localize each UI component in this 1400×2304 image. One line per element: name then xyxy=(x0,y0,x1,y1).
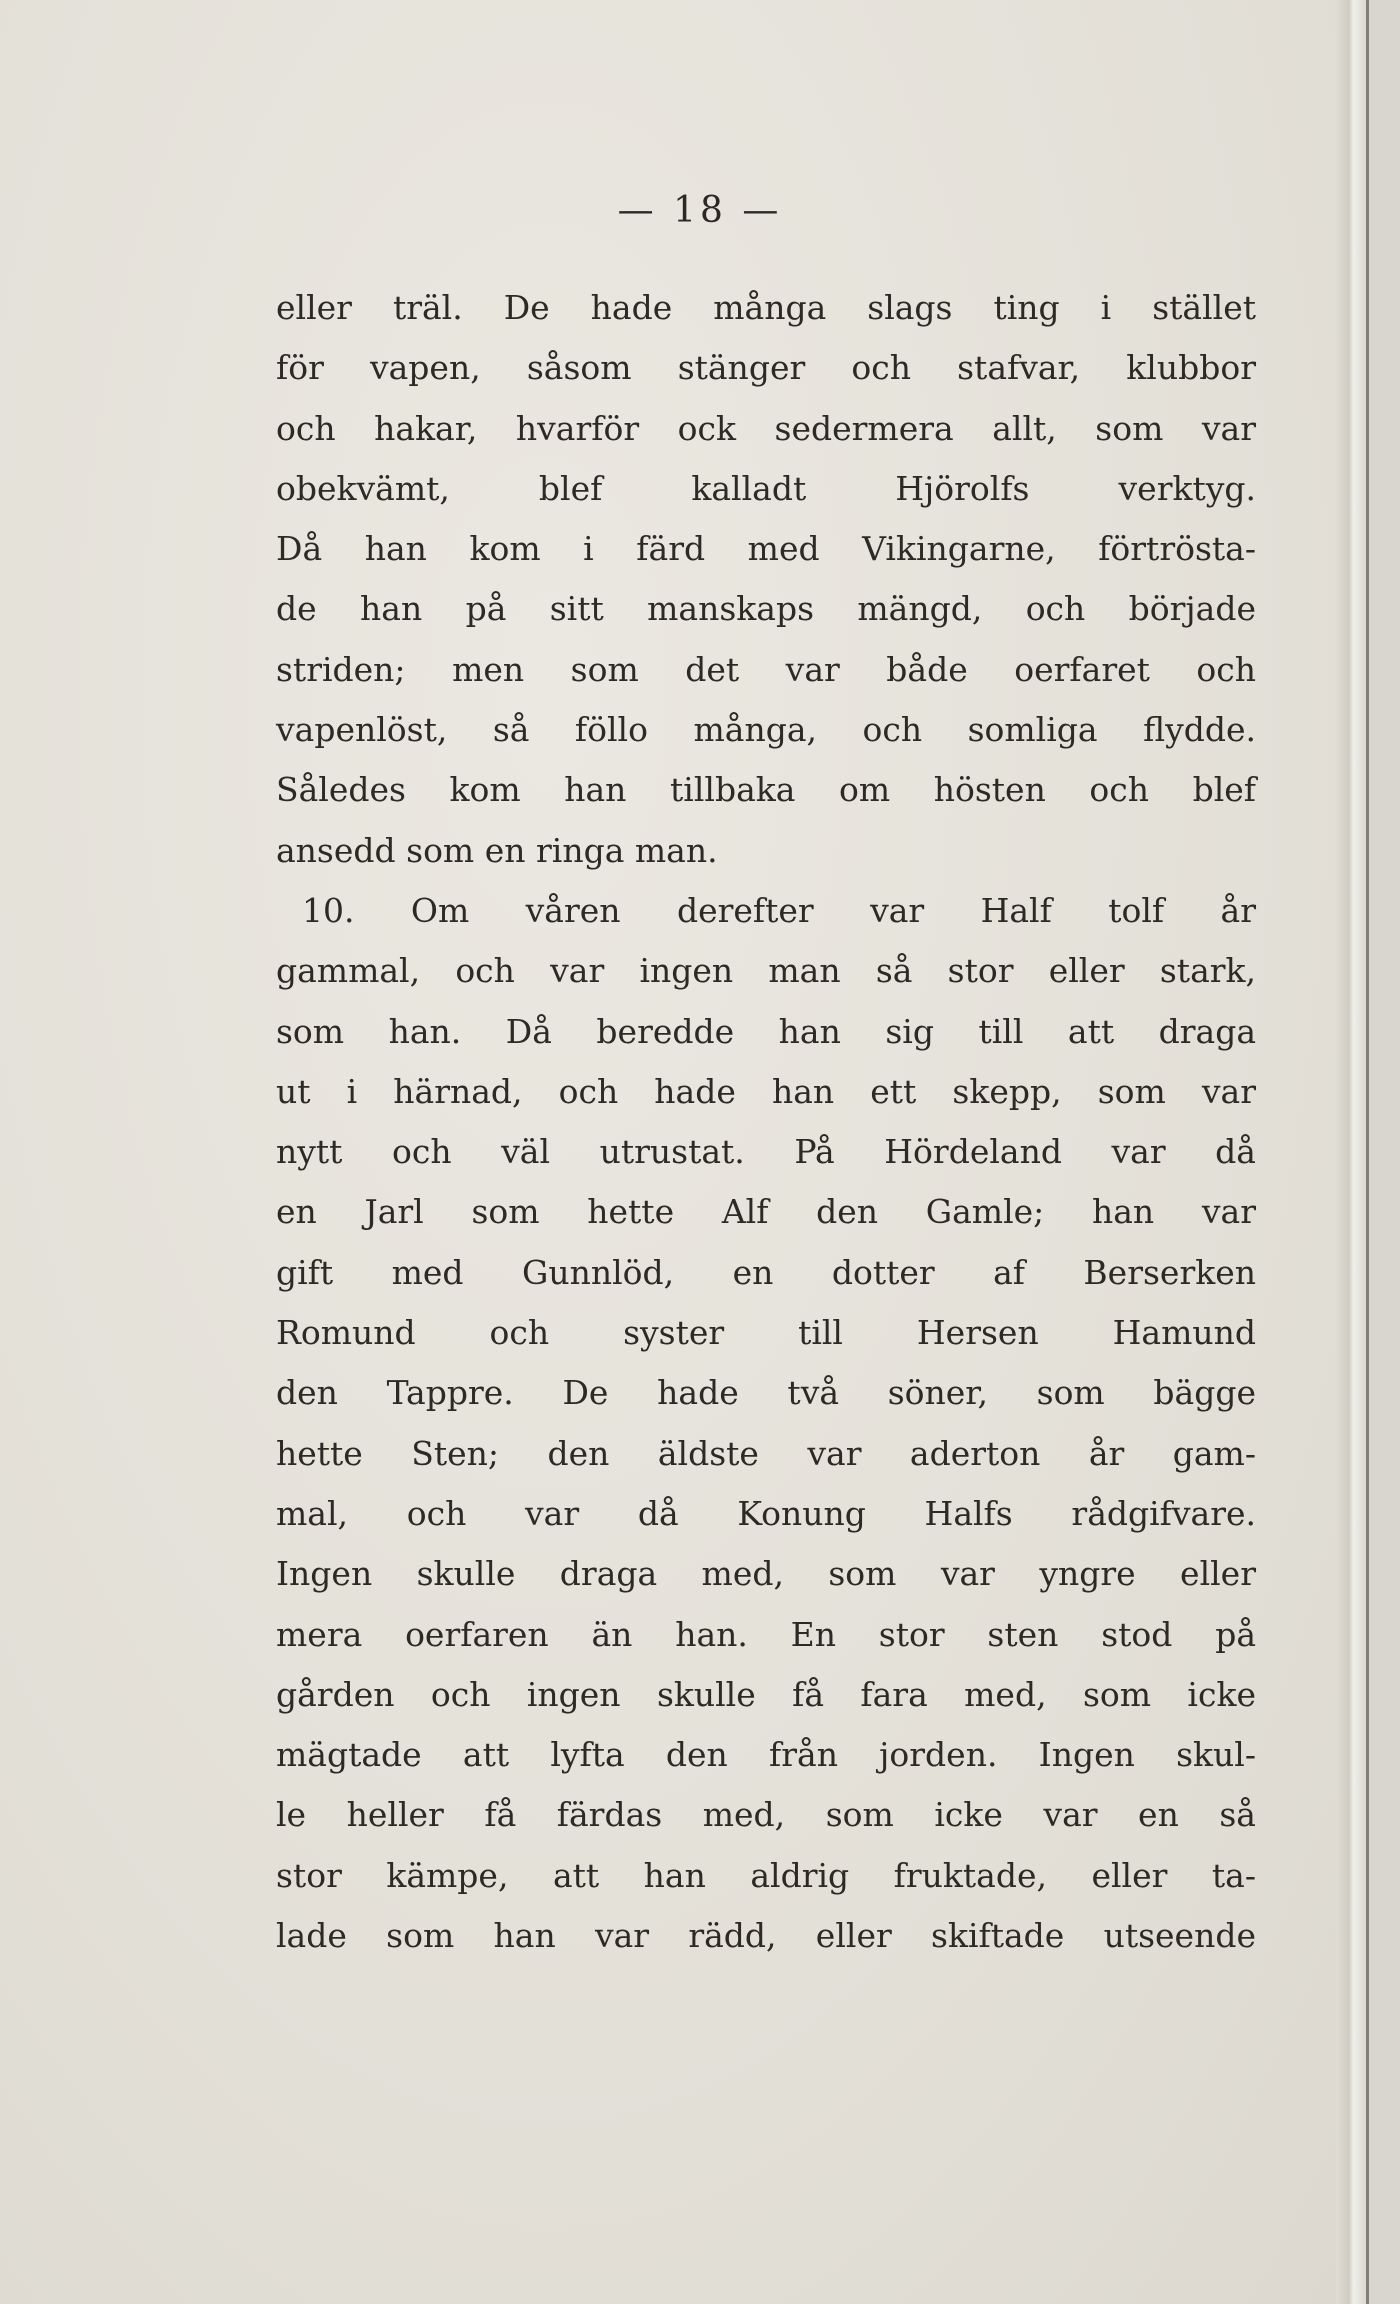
text-line: mägtade att lyfta den från jorden. Ingen skul- xyxy=(276,1735,1256,1775)
text-line: mal, och var då Konung Halfs rådgifvare. xyxy=(276,1493,1256,1533)
text-line: vapenlöst, så föllo många, och somliga flydde. xyxy=(276,710,1256,750)
text-line: nytt och väl utrustat. På Hördeland var då xyxy=(276,1132,1256,1172)
text-line: gården och ingen skulle få fara med, som icke xyxy=(276,1674,1256,1714)
text-line: gammal, och var ingen man så stor eller stark, xyxy=(276,951,1256,991)
text-line: obekvämt, blef kalladt Hjörolfs verktyg. xyxy=(276,468,1256,508)
body-text xyxy=(276,278,1256,1966)
text-line: den Tappre. De hade två söner, som bägge xyxy=(276,1373,1256,1413)
text-line: som han. Då beredde han sig till att draga xyxy=(276,1011,1256,1051)
text-line: Således kom han tillbaka om hösten och blef xyxy=(276,770,1256,810)
text-line: hette Sten; den äldste var aderton år gam- xyxy=(276,1433,1256,1473)
text-line: striden; men som det var både oerfaret och xyxy=(276,649,1256,689)
text-line: ansedd som en ringa man. xyxy=(276,830,718,870)
text-line: Då han kom i färd med Vikingarne, förtrösta- xyxy=(276,529,1256,569)
text-line: och hakar, hvarför ock sedermera allt, som var xyxy=(276,408,1256,448)
text-line: ut i härnad, och hade han ett skepp, som var xyxy=(276,1071,1256,1111)
text-line: Ingen skulle draga med, som var yngre eller xyxy=(276,1554,1256,1594)
text-line: en Jarl som hette Alf den Gamle; han var xyxy=(276,1192,1256,1232)
text-line: le heller få färdas med, som icke var en så xyxy=(276,1795,1256,1835)
page-number: — 18 — xyxy=(617,190,783,231)
text-line: eller träl. De hade många slags ting i stället xyxy=(276,288,1256,327)
text-line: lade som han var rädd, eller skiftade utseende xyxy=(276,1916,1256,1956)
text-line: Romund och syster till Hersen Hamund xyxy=(276,1313,1256,1353)
text-line: gift med Gunnlöd, en dotter af Berserken xyxy=(276,1252,1256,1292)
page-edge xyxy=(1336,0,1368,2304)
text-line: för vapen, såsom stänger och stafvar, klubbor xyxy=(276,348,1256,388)
text-line: de han på sitt manskaps mängd, och började xyxy=(276,589,1256,629)
text-line: stor kämpe, att han aldrig fruktade, eller ta- xyxy=(276,1855,1256,1895)
text-line: 10. Om våren derefter var Half tolf år xyxy=(302,890,1256,930)
page-edge-line xyxy=(1366,0,1369,2304)
text-line: mera oerfaren än han. En stor sten stod på xyxy=(276,1614,1256,1654)
